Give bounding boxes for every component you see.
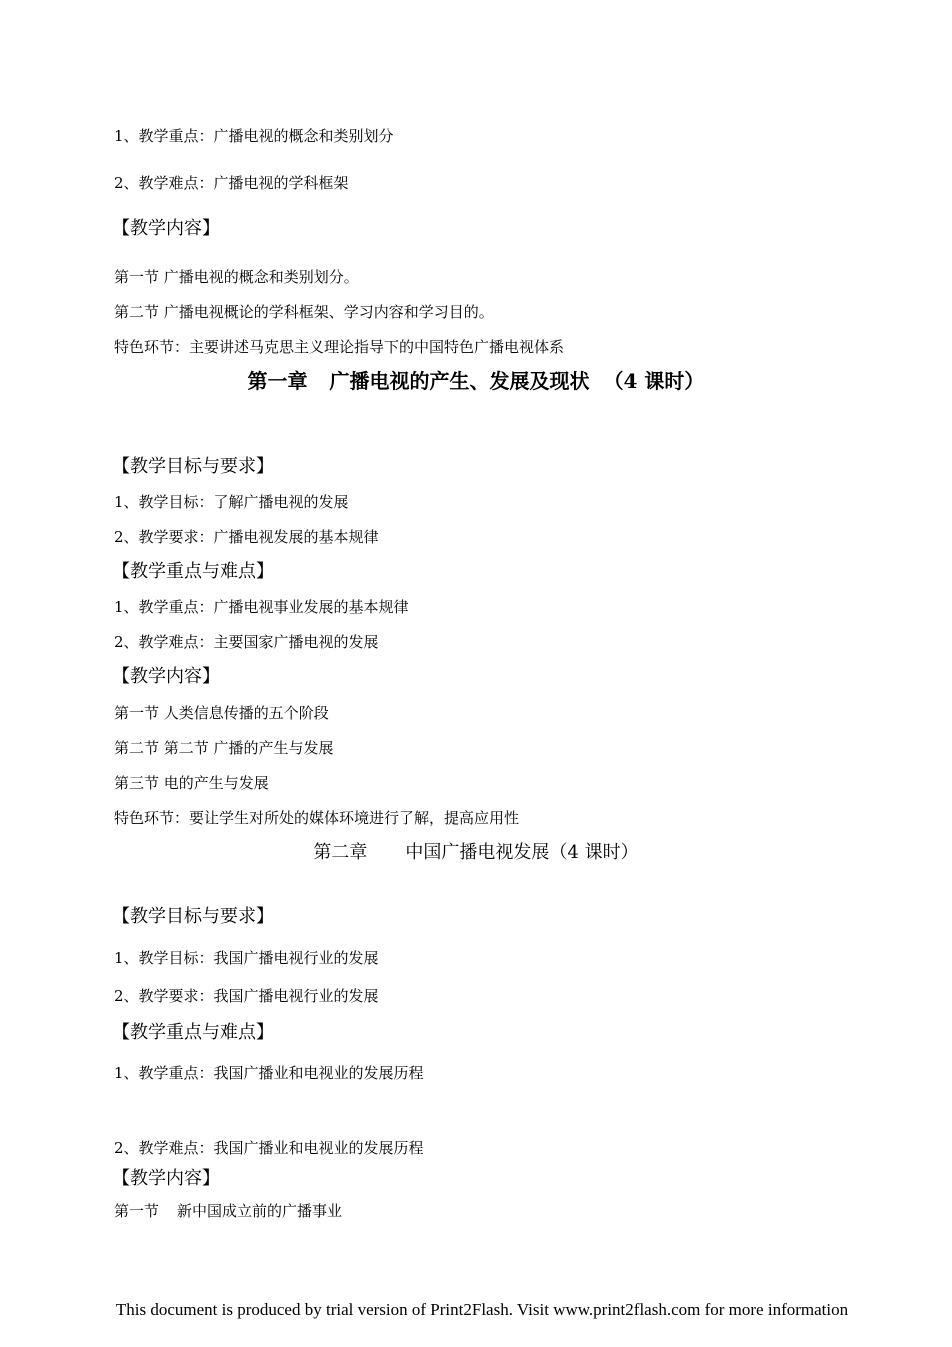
content-heading: 【教学内容】 [112, 218, 220, 239]
content-item: 第一节 人类信息传播的五个阶段 [114, 704, 329, 722]
chapter-1-title [0, 368, 952, 394]
keypoints-heading: 【教学重点与难点】 [112, 1022, 274, 1043]
trial-version-footer: This document is produced by trial version of Print2Flash. Visit www.print2flash.com for more information [115, 1300, 849, 1319]
feature-line: 特色环节：主要讲述马克思主义理论指导下的中国特色广播电视体系 [114, 338, 565, 356]
content-heading: 【教学内容】 [112, 666, 220, 687]
goals-heading: 【教学目标与要求】 [112, 456, 274, 477]
chapter-2-number: 第二章 [313, 842, 368, 863]
content-item: 第一节 广播电视的概念和类别划分。 [114, 268, 359, 286]
chapter-2-title [0, 841, 952, 865]
goal-line: 1、教学目标：了解广播电视的发展 [114, 493, 349, 511]
difficulty-line: 2、教学难点：我国广播业和电视业的发展历程 [114, 1139, 424, 1157]
key-point-line: 1、教学重点：广播电视的概念和类别划分 [114, 127, 394, 145]
chapter-1-number: 第一章 [247, 369, 308, 393]
chapter-1-hours: （4 课时） [603, 369, 705, 393]
keypoints-heading: 【教学重点与难点】 [112, 561, 274, 582]
feature-line: 特色环节：要让学生对所处的媒体环境进行了解，提高应用性 [114, 809, 520, 827]
requirement-line: 2、教学要求：我国广播电视行业的发展 [114, 987, 379, 1005]
key-point-line: 1、教学重点：广播电视事业发展的基本规律 [114, 598, 409, 616]
goals-heading: 【教学目标与要求】 [112, 906, 274, 927]
content-item-label: 第一节 [114, 1202, 160, 1220]
content-item: 第二节 第二节 广播的产生与发展 [114, 739, 334, 757]
content-item [114, 1201, 342, 1221]
content-heading: 【教学内容】 [112, 1168, 220, 1189]
difficulty-line: 2、教学难点：主要国家广播电视的发展 [114, 633, 379, 651]
goal-line: 1、教学目标：我国广播电视行业的发展 [114, 949, 379, 967]
chapter-1-name: 广播电视的产生、发展及现状 [329, 369, 590, 393]
chapter-2-name: 中国广播电视发展（4 课时） [405, 842, 639, 863]
content-item-text: 新中国成立前的广播事业 [177, 1202, 343, 1220]
content-item: 第三节 电的产生与发展 [114, 774, 269, 792]
key-point-line: 1、教学重点：我国广播业和电视业的发展历程 [114, 1064, 424, 1082]
requirement-line: 2、教学要求：广播电视发展的基本规律 [114, 528, 379, 546]
difficulty-line: 2、教学难点：广播电视的学科框架 [114, 174, 349, 192]
content-item: 第二节 广播电视概论的学科框架、学习内容和学习目的。 [114, 303, 494, 321]
